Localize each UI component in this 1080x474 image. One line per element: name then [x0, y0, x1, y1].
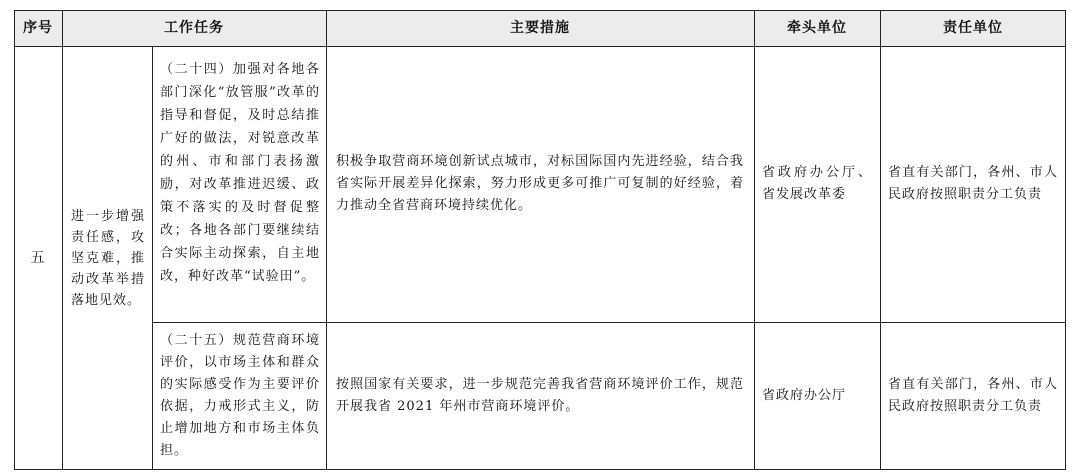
item25-measures-text: 按照国家有关要求，进一步规范完善我省营商环境评价工作，规范开展我省 2021 年州市营商环境评价。	[336, 377, 744, 414]
header-divider	[14, 46, 1066, 47]
header-measures: 主要措施	[510, 20, 570, 36]
group-task-text: 进一步增强责任感，攻坚克难，推动改革举措落地见效。	[71, 208, 145, 308]
item24-measures-text: 积极争取营商环境创新试点城市，对标国际国内先进经验，结合我省实际开展差异化探索，努力形成更多可推广可复制的好经验，着力推动全省营商环境持续优化。	[336, 154, 744, 213]
col-divider-measures	[754, 10, 755, 470]
table-border-top	[14, 10, 1066, 11]
col-divider-subtask	[152, 46, 153, 470]
row-divider	[152, 322, 1066, 323]
table-border-bottom	[14, 469, 1066, 470]
col-divider-seq	[62, 10, 63, 470]
item24-responsible-unit: 省直有关部门，各州、市人民政府按照职责分工负责	[888, 165, 1058, 202]
table-border-left	[14, 10, 15, 470]
item24-task-text: （二十四）加强对各地各部门深化“放管服”改革的指导和督促，及时总结推广好的做法，对锐意改革的州、市和部门表扬激励，对改革推进迟缓、政策不落实的及时督促整改；各地各部门要继续结合实际主动探索，自主地改，种好改革“试验田”。	[160, 62, 320, 284]
col-divider-lead	[880, 10, 881, 470]
header-task: 工作任务	[164, 20, 224, 36]
item25-responsible-unit: 省直有关部门，各州、市人民政府按照职责分工负责	[888, 377, 1058, 414]
header-seq: 序号	[23, 20, 53, 36]
item25-lead-unit: 省政府办公厅	[762, 388, 847, 403]
header-lead-unit: 牵头单位	[787, 20, 847, 36]
col-divider-task	[326, 10, 327, 470]
item25-task-text: （二十五）规范营商环境评价，以市场主体和群众的实际感受作为主要评价依据，力戒形式主义，防止增加地方和市场主体负担。	[160, 333, 320, 458]
item24-lead-unit: 省政府办公厅、省发展改革委	[762, 165, 872, 202]
table-border-right	[1065, 10, 1066, 470]
row-seq-value: 五	[30, 250, 46, 266]
header-responsible-unit: 责任单位	[943, 20, 1003, 36]
